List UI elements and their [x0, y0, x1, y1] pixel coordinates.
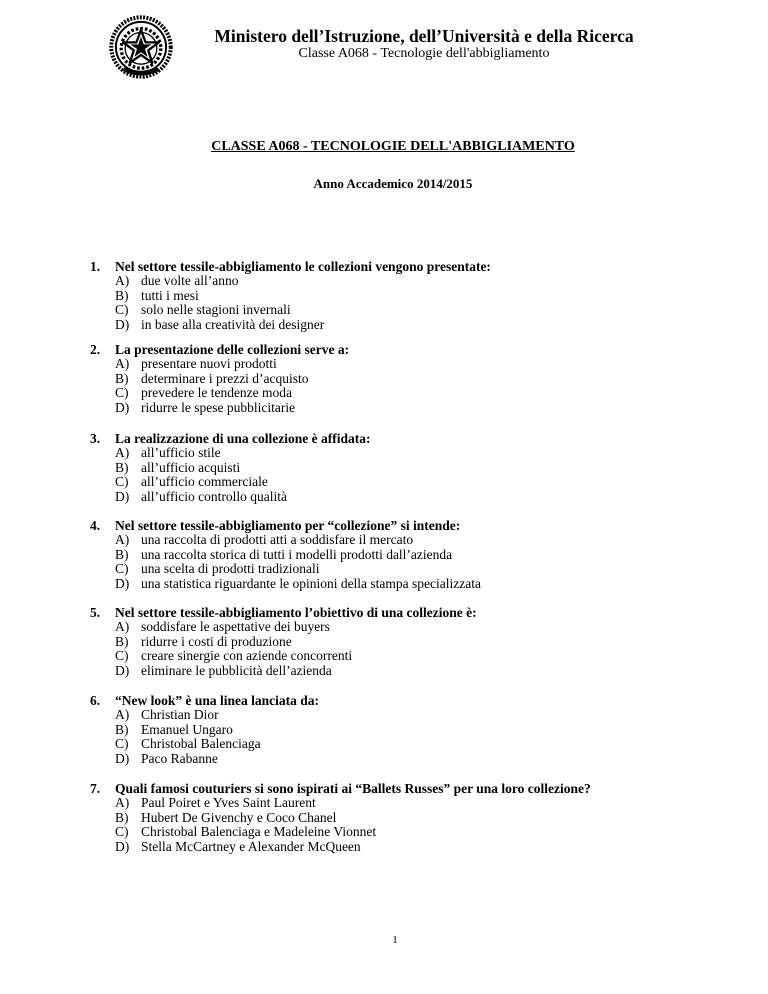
option-text: tutti i mesi — [141, 287, 199, 303]
option-letter: D) — [115, 750, 130, 766]
option-text: all’ufficio stile — [141, 445, 221, 460]
question-number: 6. — [90, 693, 101, 708]
option-text: una raccolta storica di tutti i modelli prodotti dall’azienda — [141, 546, 453, 562]
option-letter: A) — [115, 445, 130, 460]
option-letter: B) — [115, 370, 129, 386]
option-text: all’ufficio controllo qualità — [141, 488, 287, 504]
option-text: Paco Rabanne — [141, 750, 218, 766]
option-letter: C) — [115, 736, 129, 752]
option-letter: B) — [115, 546, 129, 562]
italian-republic-emblem-icon — [108, 14, 174, 80]
question-number: 1. — [90, 259, 101, 274]
option-letter: A) — [115, 356, 130, 371]
question-text: Nel settore tessile-abbigliamento l’obiettivo di una collezione è: — [115, 605, 477, 620]
option-text: soddisfare le aspettative dei buyers — [141, 619, 330, 634]
question-text: Nel settore tessile-abbigliamento le collezioni vengono presentate: — [115, 259, 491, 274]
document-title: CLASSE A068 - TECNOLOGIE DELL'ABBIGLIAMENTO — [211, 139, 575, 154]
academic-year: Anno Accademico 2014/2015 — [313, 176, 473, 191]
option-text: in base alla creatività dei designer — [141, 316, 325, 332]
option-text: Christian Dior — [141, 707, 219, 722]
option-letter: B) — [115, 809, 129, 825]
option-text: due volte all’anno — [141, 273, 239, 288]
option-letter: D) — [115, 575, 130, 591]
option-letter: D) — [115, 488, 130, 504]
option-text: Hubert De Givenchy e Coco Chanel — [141, 809, 337, 825]
page-number: 1 — [392, 934, 398, 946]
question-text: La realizzazione di una collezione è affidata: — [115, 431, 371, 446]
option-letter: A) — [115, 795, 130, 810]
option-text: creare sinergie con aziende concorrenti — [141, 648, 353, 664]
option-letter: C) — [115, 385, 129, 401]
question-text: “New look” è una linea lanciata da: — [115, 693, 320, 708]
option-letter: D) — [115, 662, 130, 678]
option-letter: A) — [115, 532, 130, 547]
option-text: Paul Poiret e Yves Saint Laurent — [141, 795, 316, 810]
option-letter: C) — [115, 302, 129, 318]
option-text: Emanuel Ungaro — [141, 721, 233, 737]
option-letter: C) — [115, 561, 129, 577]
option-text: all’ufficio acquisti — [141, 459, 241, 475]
option-text: determinare i prezzi d’acquisto — [141, 370, 309, 386]
option-text: una scelta di prodotti tradizionali — [141, 561, 320, 577]
question-text: La presentazione delle collezioni serve a: — [115, 342, 350, 357]
option-text: presentare nuovi prodotti — [141, 356, 277, 371]
question-number: 2. — [90, 342, 101, 357]
option-text: ridurre le spese pubblicitarie — [141, 399, 296, 415]
option-letter: D) — [115, 838, 130, 854]
option-text: eliminare le pubblicità dell’azienda — [141, 662, 332, 678]
option-text: Christobal Balenciaga e Madeleine Vionnet — [141, 824, 377, 840]
option-letter: D) — [115, 399, 130, 415]
question-number: 7. — [90, 781, 101, 796]
option-letter: A) — [115, 273, 130, 288]
option-text: una raccolta di prodotti atti a soddisfare il mercato — [141, 532, 414, 547]
classe-subtitle: Classe A068 - Tecnologie dell'abbigliamento — [298, 46, 550, 61]
option-text: prevedere le tendenze moda — [141, 385, 293, 401]
option-text: Christobal Balenciaga — [141, 736, 261, 752]
question-number: 5. — [90, 605, 101, 620]
question-number: 3. — [90, 431, 101, 446]
option-letter: C) — [115, 648, 129, 664]
option-text: ridurre i costi di produzione — [141, 633, 292, 649]
option-text: una statistica riguardante le opinioni della stampa specializzata — [141, 575, 481, 591]
option-letter: A) — [115, 707, 130, 722]
question-text: Quali famosi couturiers si sono ispirati ai “Ballets Russes” per una loro collezione? — [115, 781, 591, 796]
question-number: 4. — [90, 518, 101, 533]
option-letter: D) — [115, 316, 130, 332]
option-letter: B) — [115, 633, 129, 649]
option-letter: A) — [115, 619, 130, 634]
option-text: all’ufficio commerciale — [141, 474, 268, 490]
question-text: Nel settore tessile-abbigliamento per “collezione” si intende: — [115, 518, 461, 533]
option-text: solo nelle stagioni invernali — [141, 302, 291, 318]
option-letter: C) — [115, 824, 129, 840]
option-letter: B) — [115, 721, 129, 737]
ministry-heading: Ministero dell’Istruzione, dell’Università e della Ricerca — [214, 26, 634, 46]
option-letter: B) — [115, 287, 129, 303]
option-text: Stella McCartney e Alexander McQueen — [141, 838, 361, 854]
option-letter: B) — [115, 459, 129, 475]
option-letter: C) — [115, 474, 129, 490]
